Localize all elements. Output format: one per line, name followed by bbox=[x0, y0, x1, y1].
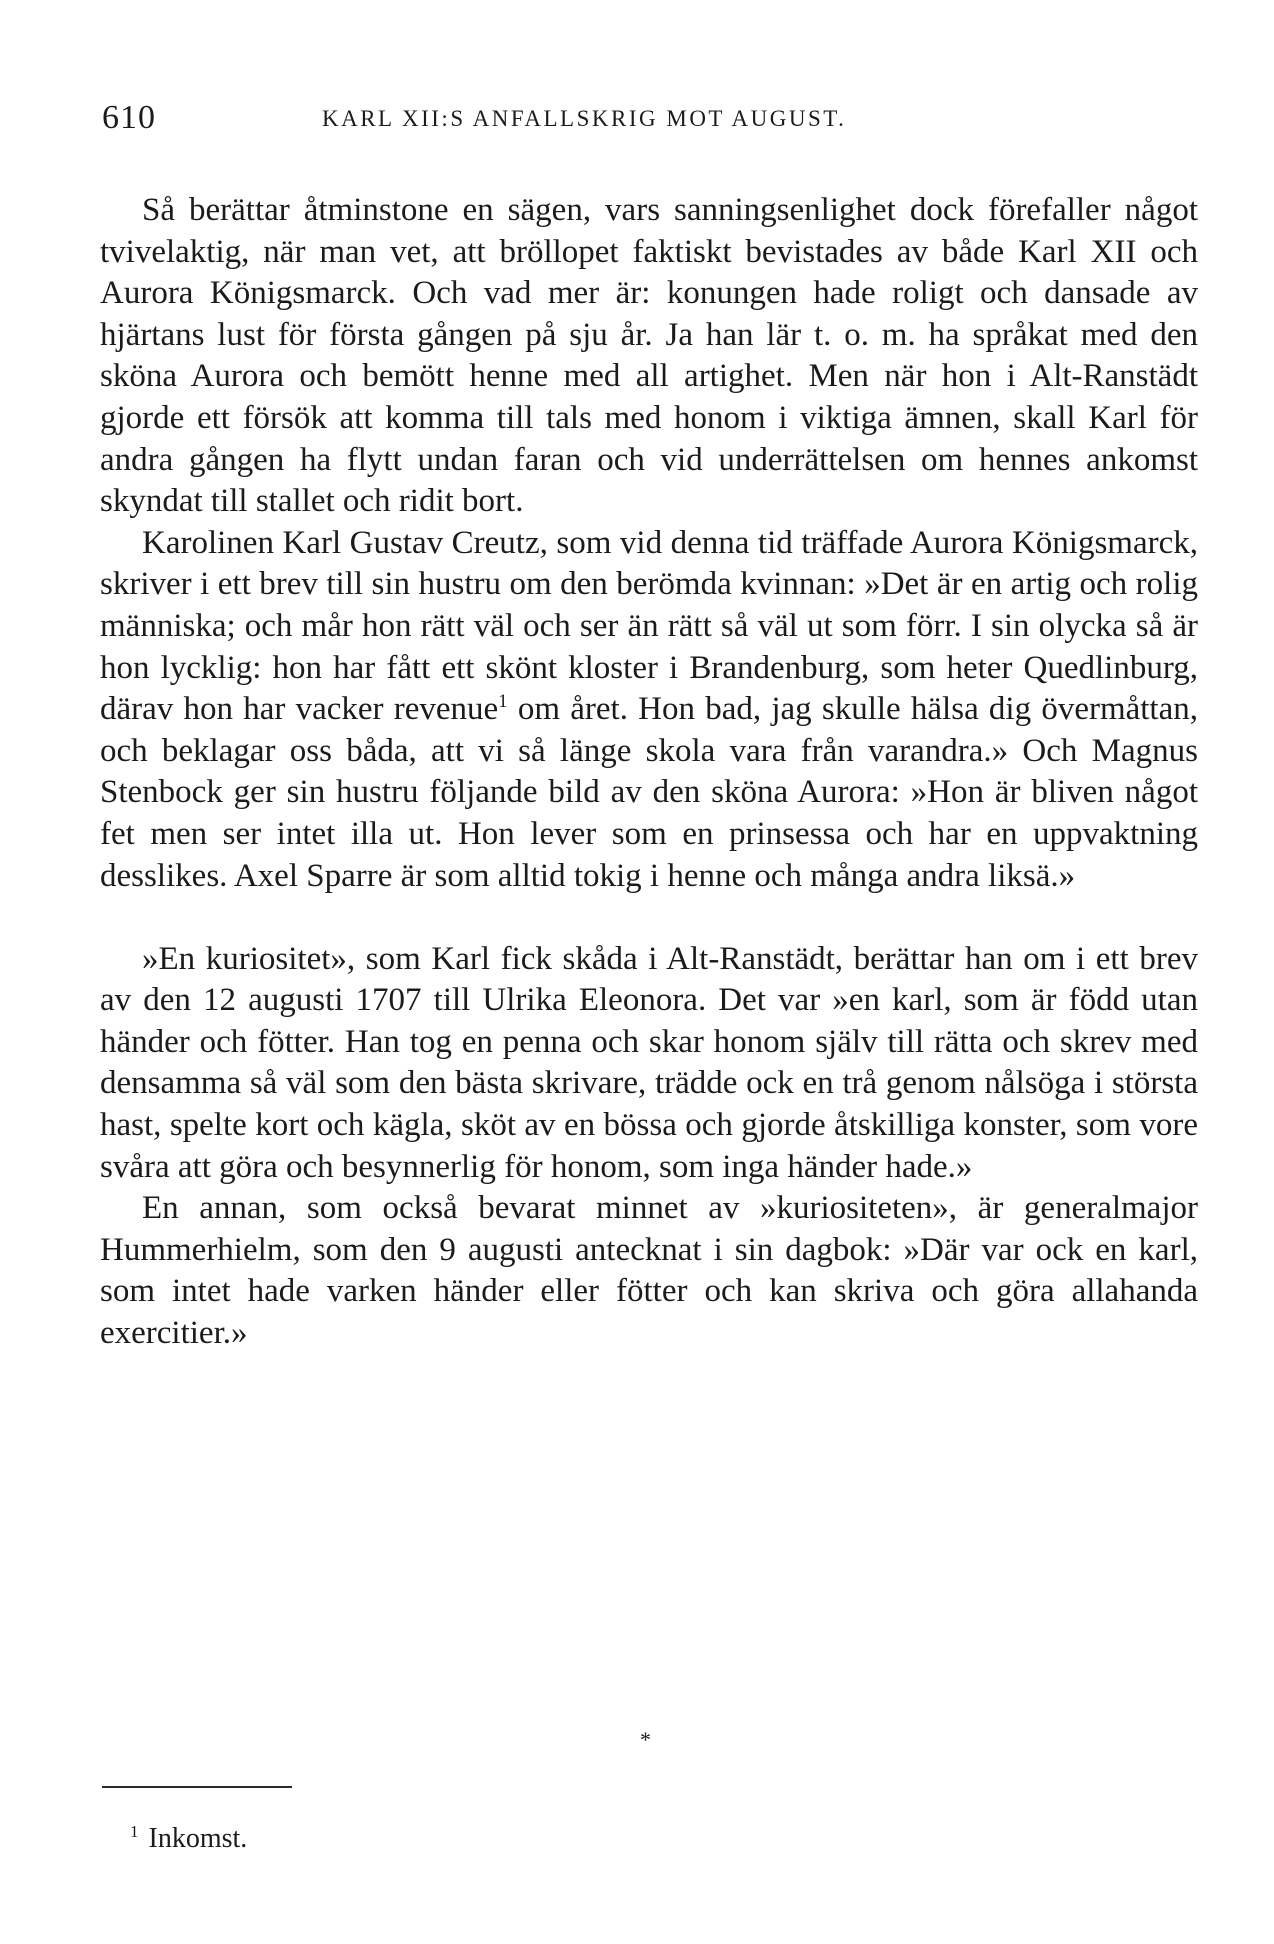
paragraph-kuriositet: »En kuriositet», som Karl fick skåda i Alt-Ranstädt, berättar han om i ett brev av den 12 augusti 1707 till Ulrika Eleonora. Det var »en karl, som är född utan händer och fötter. Han tog en penna och skar honom själv till rätta och skrev med densamma så väl som den bästa skrivare, trädde ock en trå genom nålsöga i största hast, spelte kort och kägla, sköt av en bössa och gjorde åtskilliga konster, som vore svåra att göra och besynnerlig för honom, som inga händer hade.» bbox=[100, 940, 1198, 1185]
running-head bbox=[102, 98, 1202, 138]
section-ornament: * bbox=[640, 1727, 651, 1752]
paragraph-creutz-letter-part-1: Karolinen Karl Gustav Creutz, som vid denna tid träffade Aurora Königsmarck, skriver i ett brev till sin hustru om den berömda kvinnan: »Det är en artig och rolig människa; och mår hon rätt väl och ser än rätt så väl ut som förr. I sin olycka så är hon lycklig: hon har fått ett skönt kloster i Brandenburg, som heter Quedlinburg, därav hon har vacker revenue bbox=[100, 524, 1198, 728]
running-title: KARL XII:S ANFALLSKRIG MOT AUGUST. bbox=[322, 106, 847, 131]
paragraph-hummerhielm: En annan, som också bevarat minnet av »kuriositeten», är generalmajor Hummerhielm, som den 9 augusti antecknat i sin dagbok: »Där var ock en karl, som intet hade varken händer eller fötter och kan skriva och göra allahanda exercitier.» bbox=[100, 1190, 1198, 1352]
footnote-mark: 1 bbox=[130, 1821, 139, 1841]
footnote-divider bbox=[102, 1786, 292, 1788]
footnote bbox=[130, 1822, 247, 1856]
paragraph-creutz-letter bbox=[100, 523, 1198, 897]
footnote-reference: 1 bbox=[498, 691, 508, 713]
body-text bbox=[100, 190, 1198, 1355]
page-number: 610 bbox=[102, 99, 156, 136]
footnote-text: Inkomst. bbox=[148, 1823, 248, 1854]
paragraph-creutz-letter-part-2: om året. Hon bad, jag skulle hälsa dig övermåttan, och beklagar oss båda, att vi så länge skola vara från varandra.» Och Magnus Stenbock ger sin hustru följande bild av den sköna Aurora: »Hon är bliven något fet men ser intet illa ut. Hon lever som en prinsessa och har en uppvaktning desslikes. Axel Sparre är som alltid tokig i henne och många andra liksä.» bbox=[100, 691, 1199, 894]
paragraph-wedding-legend: Så berättar åtminstone en sägen, vars sanningsenlighet dock förefaller något tvivelaktig, när man vet, att bröllopet faktiskt bevistades av både Karl XII och Aurora Königsmarck. Och vad mer är: konungen hade roligt och dansade av hjärtans lust för första gången på sju år. Ja han lär t. o. m. ha språkat med den sköna Aurora och bemött henne med all artighet. Men när hon i Alt-Ranstädt gjorde ett försök att komma till tals med honom i viktiga ämnen, skall Karl för andra gången ha flytt undan faran och vid underrättelsen om hennes ankomst skyndat till stallet och ridit bort. bbox=[100, 192, 1198, 520]
